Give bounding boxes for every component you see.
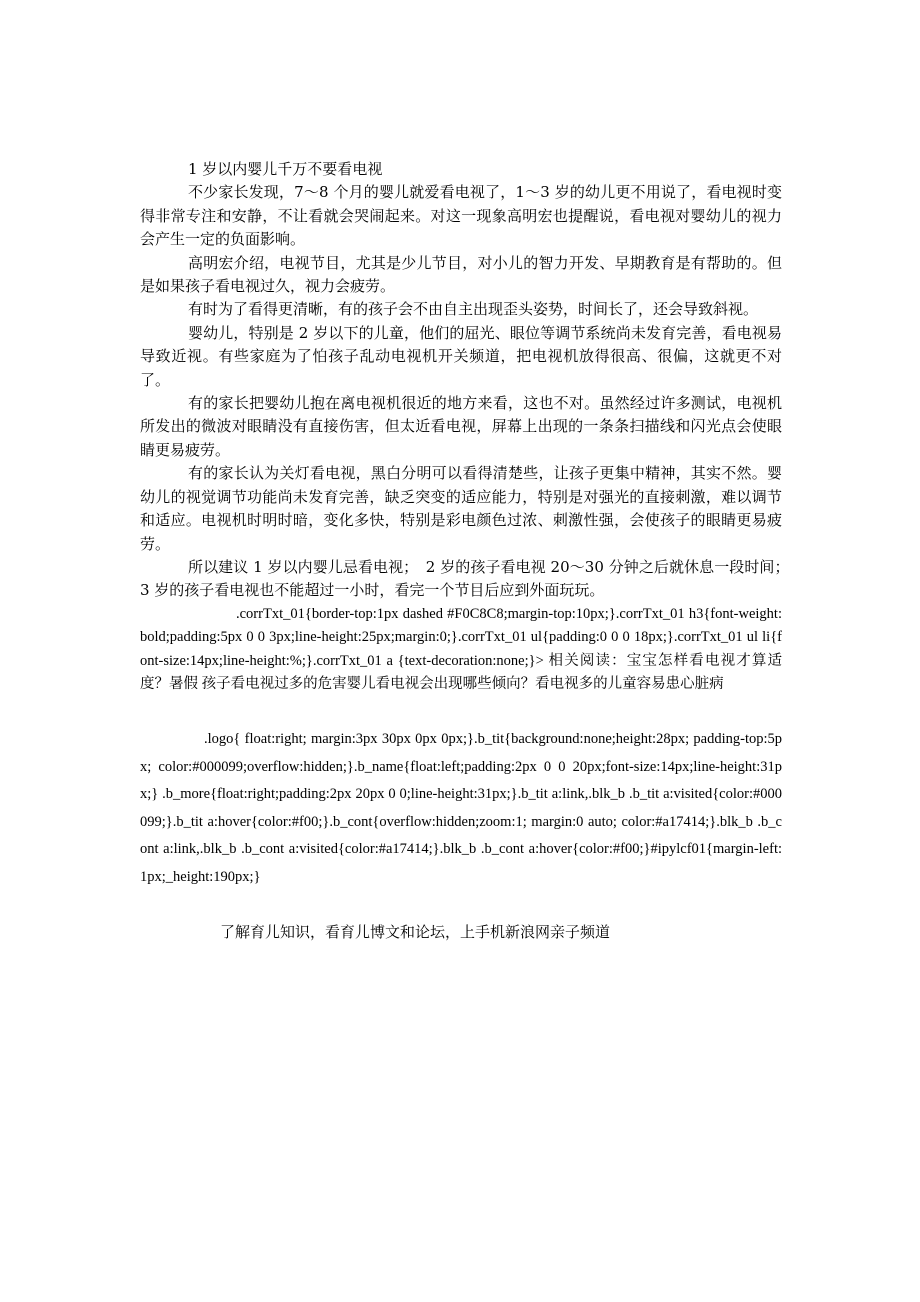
paragraph: 有的家长认为关灯看电视，黑白分明可以看得清楚些，让孩子更集中精神，其实不然。婴幼儿的视觉调节功能尚未发育完善，缺乏突变的适应能力，特别是对强光的直接刺激，难以调节和适应。电视机时明时暗，变化多快，特别是彩电颜色过浓、刺激性强，会使孩子的眼睛更易疲劳。 [140,464,782,553]
paragraph: 有的家长把婴幼儿抱在离电视机很近的地方来看，这也不对。虽然经过许多测试，电视机所发出的微波对眼睛没有直接伤害，但太近看电视，屏幕上出现的一条条扫描线和闪光点会使眼睛更易疲劳。 [140,394,782,459]
paragraph: 婴幼儿，特别是 2 岁以下的儿童，他们的屈光、眼位等调节系统尚未发育完善，看电视易导致近视。有些家庭为了怕孩子乱动电视机开关频道，把电视机放得很高、很偏，这就更不对了。 [140,323,782,389]
paragraph: 有时为了看得更清晰，有的孩子会不由自主出现歪头姿势，时间长了，还会导致斜视。 [188,300,759,319]
footer-text: 了解育儿知识，看育儿博文和论坛，上手机新浪网亲子频道 [220,923,611,942]
document-title: 1 岁以内婴儿千万不要看电视 [188,160,383,178]
css-text-related-reading: .corrTxt_01{border-top:1px dashed #F0C8C8;margin-top:10px;}.corrTxt_01 h3{font-weight:bold;padding:5px 0 0 3px;line-height:25px;margin:0;}.corrTxt_01 ul{padding:0 0 0 18px;}.corrTxt_01 ul li{font-size:14px;line-height:%;}.corrTxt_01 a {text-decoration:none;}> 相关阅读：宝宝怎样看电视才算适度？暑假 孩子看电视过多的危害婴儿看电视会出现哪些倾向？看电视多的儿童容易患心脏病 [140,605,782,692]
document-page [140,158,798,945]
paragraph: 高明宏介绍，电视节目，尤其是少儿节目，对小儿的智力开发、早期教育是有帮助的。但是如果孩子看电视过久，视力会疲劳。 [140,253,782,296]
css-text-block: .logo{ float:right; margin:3px 30px 0px 0px;}.b_tit{background:none;height:28px; padding-top:5px; color:#000099;overflow:hidden;}.b_name{float:left;padding:2px 0 0 20px;font-size:14px;line-height:31px;} .b_more{float:right;padding:2px 20px 0 0;line-height:31px;}.b_tit a:link,.blk_b .b_tit a:visited{color:#000099;}.b_tit a:hover{color:#f00;}.b_cont{overflow:hidden;zoom:1; margin:0 auto; color:#a17414;}.blk_b .b_cont a:link,.blk_b .b_cont a:visited{color:#a17414;}.blk_b .b_cont a:hover{color:#f00;}#ipylcf01{margin-left:1px;_height:190px;} [140,731,782,885]
paragraph: 所以建议 1 岁以内婴儿忌看电视； 2 岁的孩子看电视 20～30 分钟之后就休息一段时间； 3 岁的孩子看电视也不能超过一小时，看完一个节目后应到外面玩玩。 [140,557,798,600]
paragraph: 不少家长发现，7～8 个月的婴儿就爱看电视了，1～3 岁的幼儿更不用说了，看电视时变得非常专注和安静，不让看就会哭闹起来。对这一现象高明宏也提醒说，看电视对婴幼儿的视力会产生一定的负面影响。 [140,183,782,249]
